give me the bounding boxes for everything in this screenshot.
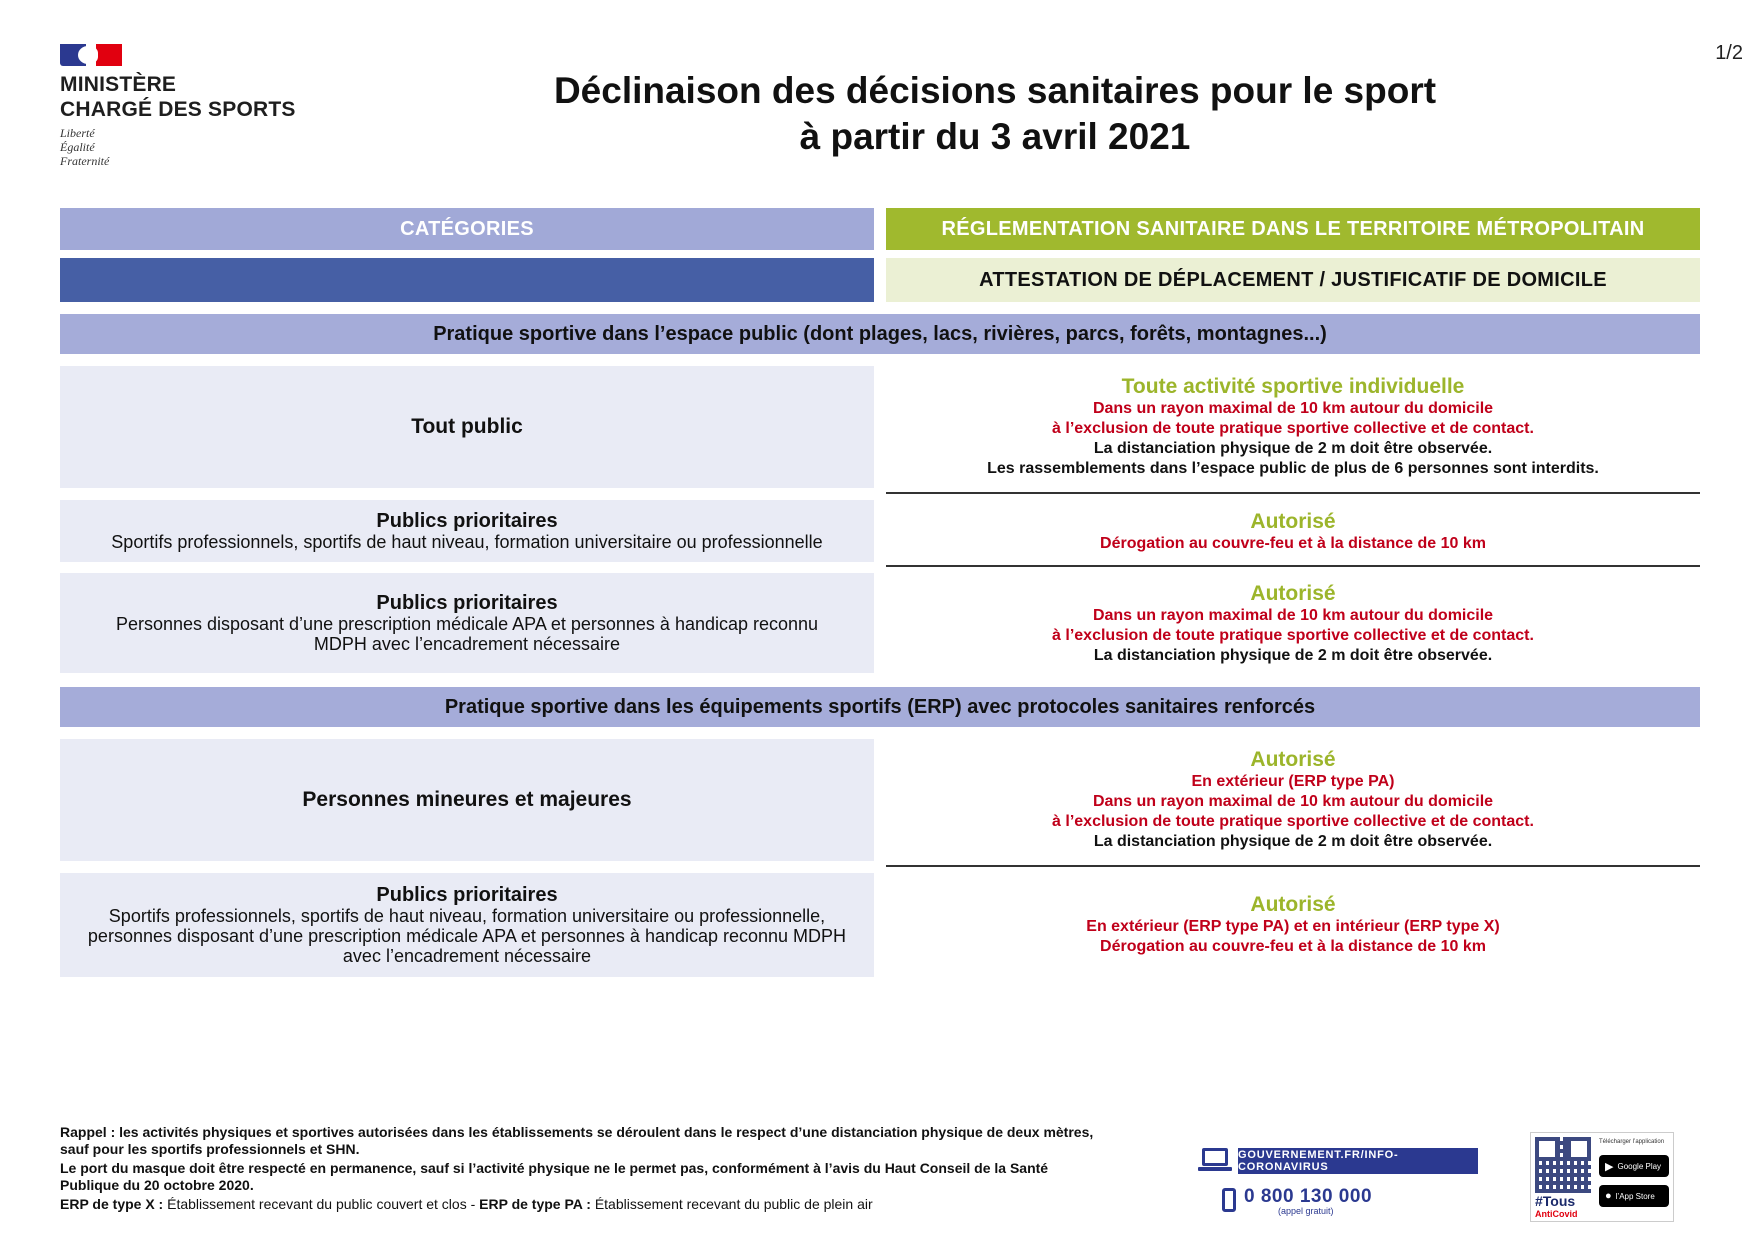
header-reglementation-label: RÉGLEMENTATION SANITAIRE DANS LE TERRITOIRE MÉTROPOLITAIN (941, 217, 1645, 240)
section-espace-public (60, 314, 1700, 354)
rule-tout-public (886, 370, 1700, 484)
ministry-name (60, 72, 360, 122)
category-desc: Sportifs professionnels, sportifs de haut niveau, formation universitaire ou professionnelle, (108, 906, 826, 926)
category-desc: avec l’encadrement nécessaire (342, 946, 592, 966)
header-blue-band (60, 258, 874, 302)
motto (60, 126, 360, 168)
page-number: 1/2 (1715, 42, 1743, 64)
category-publics-prioritaires-3 (60, 873, 874, 977)
category-label: Tout public (411, 415, 523, 438)
row-separator (886, 565, 1700, 567)
ministry-logo (60, 44, 360, 168)
rule-red-line: Dans un rayon maximal de 10 km autour du domicile (1092, 793, 1494, 810)
rule-red-line: Dans un rayon maximal de 10 km autour du domicile (1092, 400, 1494, 417)
masque-note (60, 1160, 1150, 1194)
rappel-line2: sauf pour les sportifs professionnels et SHN. (60, 1141, 360, 1157)
rule-red-line: En extérieur (ERP type PA) et en intérieur (ERP type X) (1086, 918, 1500, 935)
anticovid-label: AntiCovid (1535, 1209, 1578, 1219)
rappel-line1: Rappel : les activités physiques et sportives autorisées dans les établissements se déroulent dans le respect d’une distanciation physique de deux mètres, (60, 1124, 1094, 1140)
rule-status: Autorisé (1250, 748, 1336, 771)
rule-red-line: Dérogation au couvre-feu et à la distance de 10 km (1100, 535, 1486, 552)
header-categories-label: CATÉGORIES (400, 217, 534, 240)
section-espace-public-title: Pratique sportive dans l’espace public (dont plages, lacs, rivières, parcs, forêts, montagnes...) (433, 322, 1327, 345)
category-label: Personnes mineures et majeures (302, 788, 632, 811)
category-desc: personnes disposant d’une prescription médicale APA et personnes à handicap reconnu MDPH (87, 926, 847, 946)
erp-pa-text: Établissement recevant du public de plein air (590, 1196, 873, 1212)
rule-black-line: La distanciation physique de 2 m doit être observée. (1093, 833, 1493, 850)
app-store-label: l’App Store (1615, 1191, 1655, 1201)
anticovid-app-box (1530, 1132, 1674, 1222)
tous-anticovid-logo (1535, 1195, 1578, 1221)
ministry-name-line1: MINISTÈRE (60, 73, 177, 96)
section-equipements-title: Pratique sportive dans les équipements sportifs (ERP) avec protocoles sanitaires renforcés (444, 695, 1316, 718)
motto-egalite: Égalité (60, 140, 95, 154)
rule-red-line: à l’exclusion de toute pratique sportive collective et de contact. (1052, 813, 1534, 830)
page-title (480, 68, 1510, 160)
laptop-icon (1198, 1148, 1232, 1172)
category-publics-prioritaires-2 (60, 573, 874, 673)
phone-icon (1222, 1188, 1236, 1212)
header-reglementation (886, 208, 1700, 250)
category-desc: Sportifs professionnels, sportifs de haut niveau, formation universitaire ou professionnelle (111, 532, 823, 552)
erp-x-text: Établissement recevant du public couvert et clos - (163, 1196, 480, 1212)
app-download-label: Télécharger l’application (1599, 1139, 1665, 1145)
masque-line2: Publique du 20 octobre 2020. (60, 1177, 254, 1193)
row-separator (886, 865, 1700, 867)
category-desc: Personnes disposant d’une prescription médicale APA et personnes à handicap reconnu (115, 614, 819, 634)
rule-red-line: En extérieur (ERP type PA) (1191, 773, 1395, 790)
rule-publics-prioritaires-1 (886, 502, 1700, 562)
qr-code-icon (1535, 1137, 1591, 1193)
erp-pa-label: ERP de type PA : (479, 1196, 591, 1212)
rule-status: Autorisé (1250, 510, 1336, 533)
rappel-note (60, 1124, 1150, 1158)
rule-red-line: Dans un rayon maximal de 10 km autour du domicile (1092, 607, 1494, 624)
rule-red-line: à l’exclusion de toute pratique sportive collective et de contact. (1052, 420, 1534, 437)
page-title-line2: à partir du 3 avril 2021 (799, 116, 1191, 157)
rule-black-line: Les rassemblements dans l’espace public de plus de 6 personnes sont interdits. (987, 460, 1599, 477)
category-tout-public (60, 366, 874, 488)
header-attestation-label: ATTESTATION DE DÉPLACEMENT / JUSTIFICATIF DE DOMICILE (979, 268, 1607, 291)
category-title: Publics prioritaires (376, 884, 558, 906)
gouv-info-link-label: GOUVERNEMENT.FR/INFO-CORONAVIRUS (1238, 1149, 1399, 1173)
app-store-button[interactable] (1599, 1185, 1669, 1207)
category-title: Publics prioritaires (376, 592, 558, 614)
rule-status: Autorisé (1250, 893, 1336, 916)
google-play-label: Google Play (1617, 1161, 1662, 1171)
category-title: Publics prioritaires (376, 510, 558, 532)
category-desc: MDPH avec l’encadrement nécessaire (313, 634, 621, 654)
erp-x-label: ERP de type X : (60, 1196, 164, 1212)
rule-mineures-majeures (886, 743, 1700, 857)
tous-label: #Tous (1535, 1193, 1576, 1209)
header-attestation (886, 258, 1700, 302)
phone-number[interactable]: 0 800 130 000 (1244, 1186, 1373, 1207)
row-separator (886, 492, 1700, 494)
rule-status: Toute activité sportive individuelle (1121, 375, 1465, 398)
rule-red-line: Dérogation au couvre-feu et à la distance de 10 km (1100, 938, 1486, 955)
masque-line1: Le port du masque doit être respecté en permanence, sauf si l’activité physique ne le permet pas, conformément à l’avis du Haut Conseil de la Santé (60, 1160, 1049, 1176)
page-title-line1: Déclinaison des décisions sanitaires pour le sport (553, 70, 1437, 111)
phone-note: (appel gratuit) (1278, 1206, 1334, 1216)
motto-fraternite: Fraternité (60, 154, 110, 168)
category-mineures-majeures (60, 739, 874, 861)
rule-red-line: à l’exclusion de toute pratique sportive collective et de contact. (1052, 627, 1534, 644)
ministry-name-line2: CHARGÉ DES SPORTS (60, 98, 296, 121)
gouv-info-link[interactable] (1238, 1148, 1478, 1174)
google-play-icon: ▶ (1605, 1160, 1614, 1173)
rule-publics-prioritaires-2 (886, 578, 1700, 670)
rule-publics-prioritaires-3 (886, 886, 1700, 964)
rule-black-line: La distanciation physique de 2 m doit être observée. (1093, 647, 1493, 664)
motto-liberte: Liberté (60, 126, 95, 140)
header-categories (60, 208, 874, 250)
category-publics-prioritaires-1 (60, 500, 874, 562)
erp-definitions (60, 1196, 1150, 1213)
marianne-flag-icon (60, 44, 122, 66)
rule-black-line: La distanciation physique de 2 m doit être observée. (1093, 440, 1493, 457)
rule-status: Autorisé (1250, 582, 1336, 605)
section-equipements (60, 687, 1700, 727)
footer-notes (60, 1124, 1150, 1215)
google-play-button[interactable] (1599, 1155, 1669, 1177)
apple-icon: ● (1605, 1190, 1612, 1202)
